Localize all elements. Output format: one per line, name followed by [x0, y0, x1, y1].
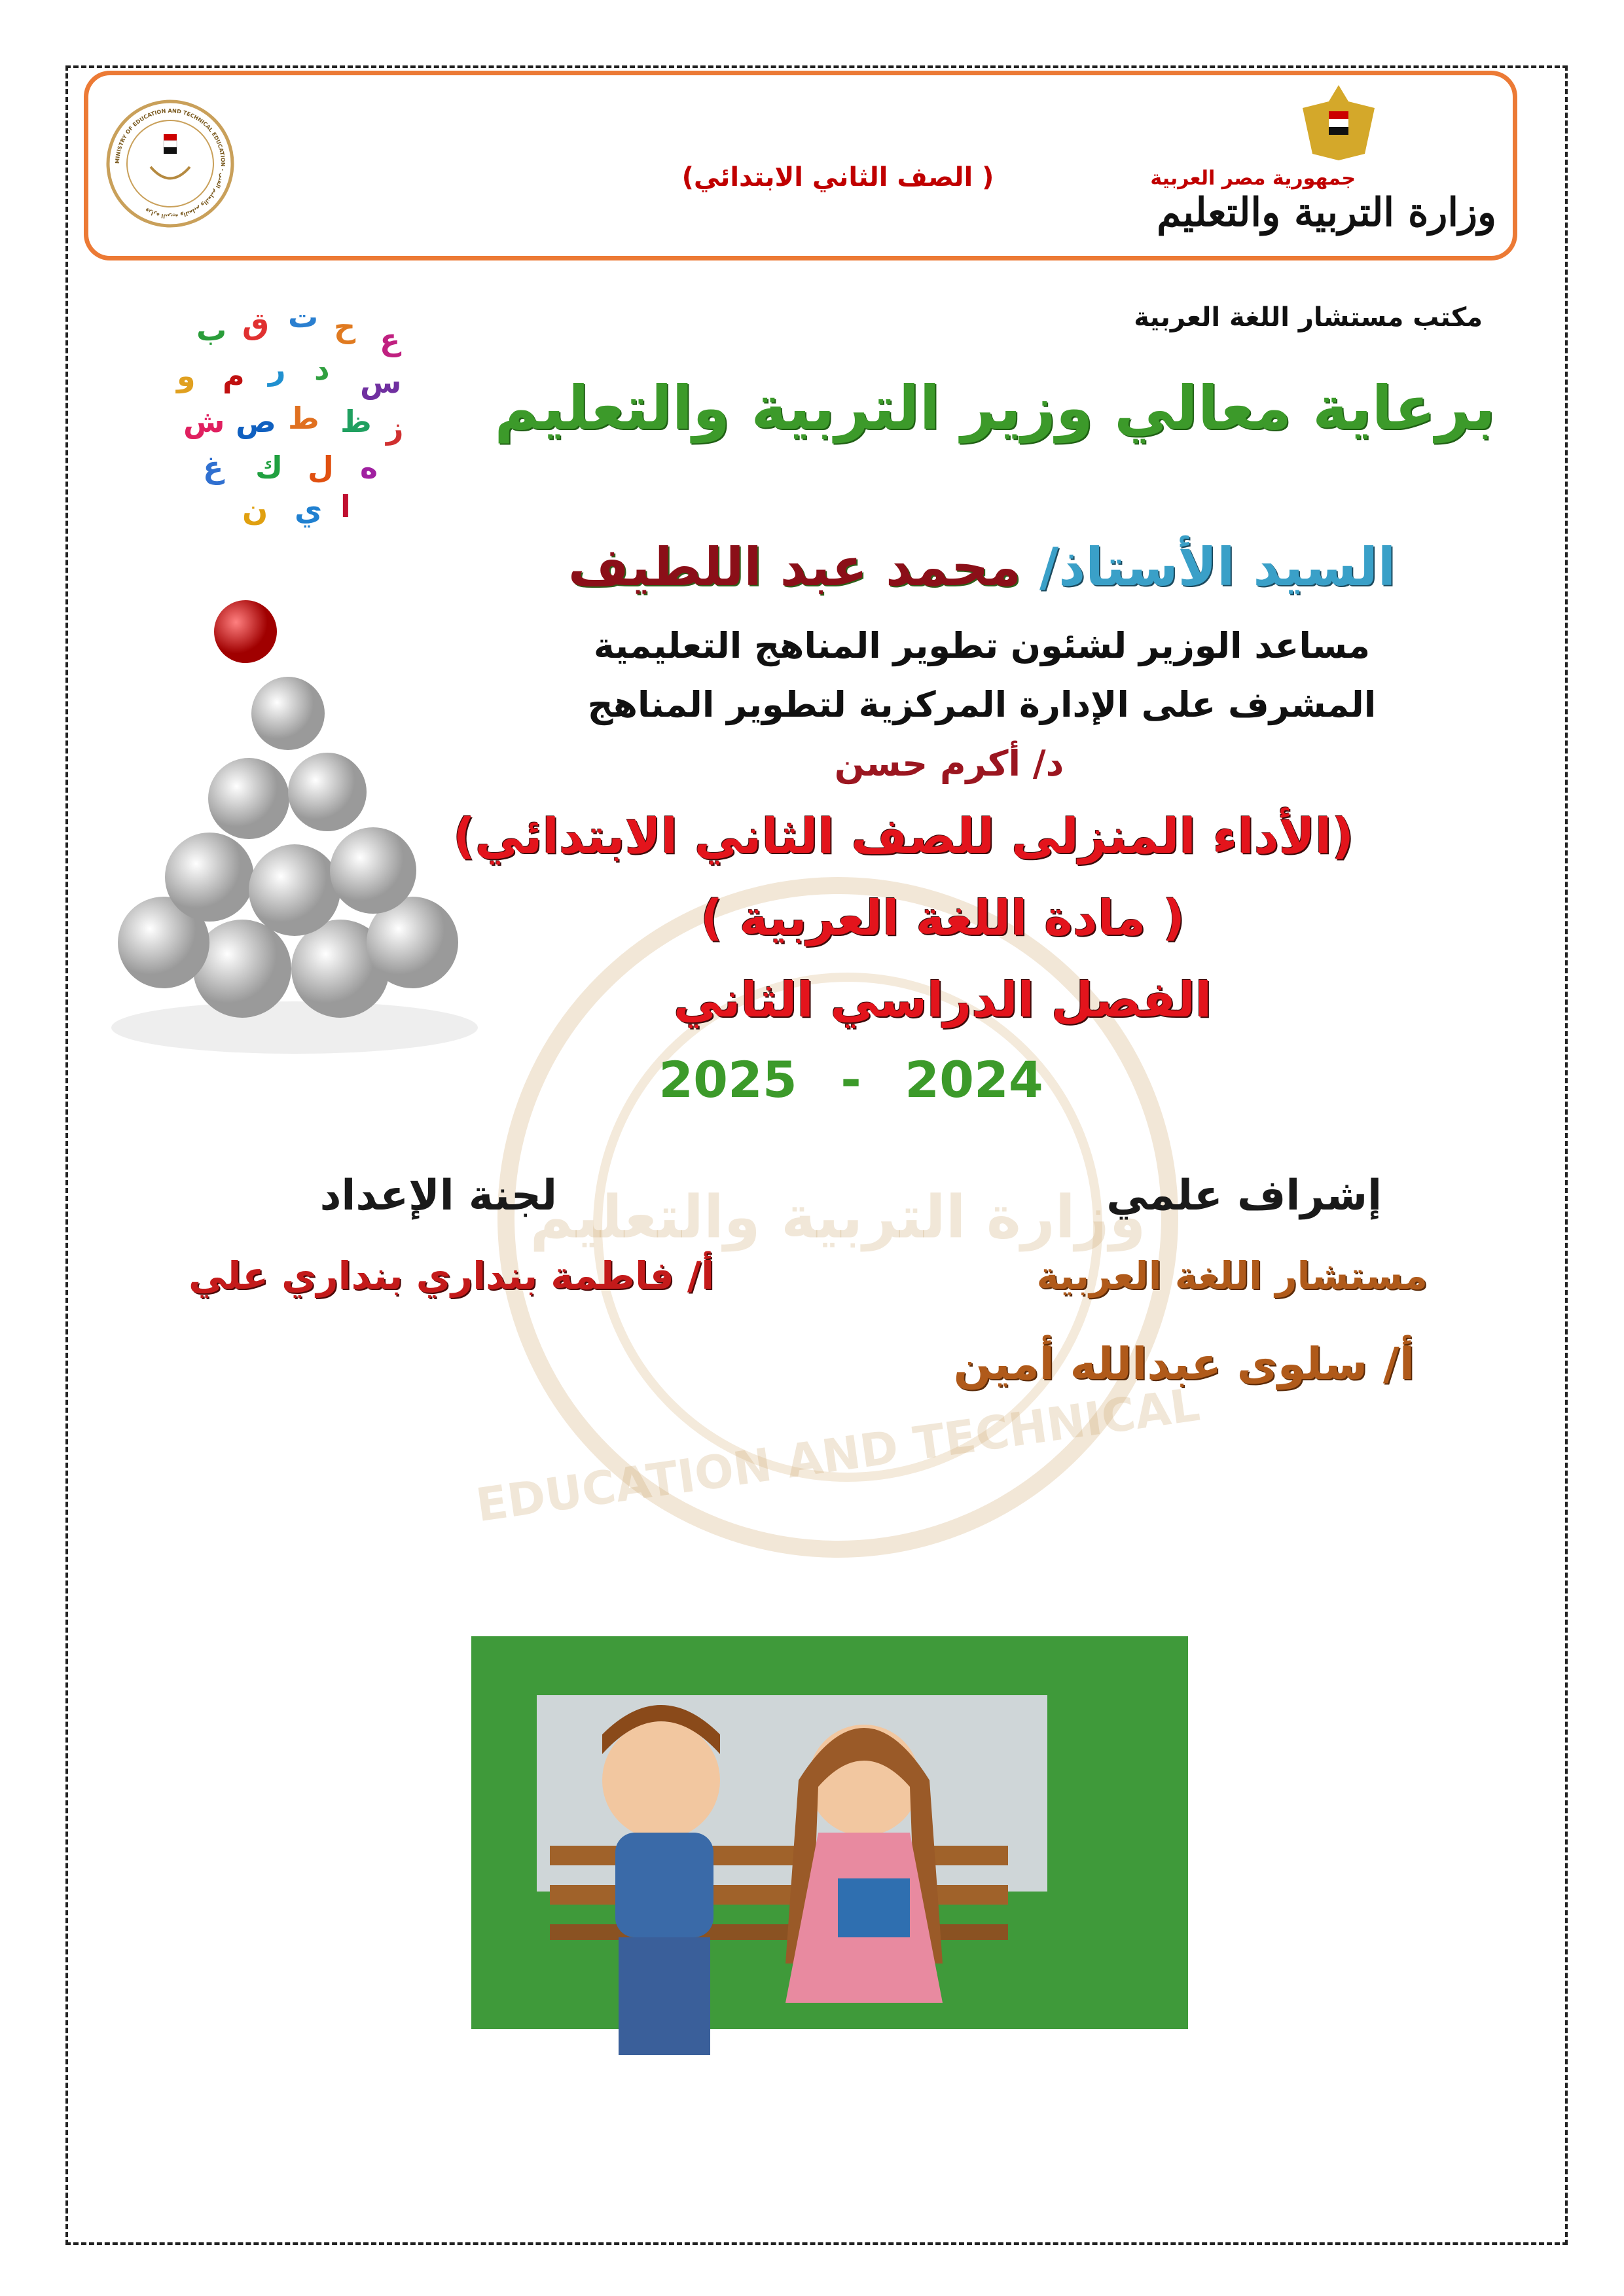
svg-text:ك: ك [255, 450, 283, 485]
office-label: مكتب مستشار اللغة العربية [1134, 302, 1483, 332]
svg-text:ط: ط [288, 401, 319, 436]
patron-line: برعاية معالي وزير التربية والتعليم [494, 373, 1496, 443]
egypt-eagle-emblem [1299, 82, 1378, 164]
svg-text:ق: ق [242, 306, 270, 341]
svg-text:ت: ت [288, 299, 319, 334]
svg-text:ي: ي [295, 492, 323, 528]
grade-label: ( الصف الثاني الابتدائي) [681, 162, 994, 192]
year-from: 2024 [905, 1050, 1043, 1109]
children-reading-illustration [471, 1636, 1188, 2081]
svg-text:ا: ا [340, 489, 351, 524]
svg-text:غ: غ [203, 450, 224, 485]
svg-text:ن: ن [242, 492, 268, 528]
svg-text:ع: ع [380, 322, 401, 357]
svg-text:م: م [223, 358, 245, 393]
name-value: محمد عبد اللطيف [568, 537, 1022, 598]
committee-member: أ/ فاطمة بنداري بنداري علي [188, 1253, 714, 1298]
svg-text:س: س [360, 365, 402, 400]
subject-title: ( مادة اللغة العربية ) [700, 890, 1185, 946]
arabic-letters-graphic [157, 288, 432, 537]
academic-years [659, 1050, 1043, 1109]
svg-text:ر: ر [268, 351, 286, 387]
svg-text:ل: ل [308, 450, 334, 485]
document-title: (الأداء المنزلى للصف الثاني الابتدائي) [452, 808, 1354, 865]
svg-text:ز: ز [386, 410, 404, 446]
term-title: الفصل الدراسي الثاني [673, 972, 1212, 1028]
ball-pyramid-image [98, 576, 484, 1067]
committee-label: لجنة الإعداد [319, 1172, 557, 1220]
seal-ring-textpath: MINISTRY OF EDUCATION AND TECHNICAL EDUCATION - وزارة التربية والتعليم والتعليم الفني [113, 107, 227, 221]
name-title: السيد الأستاذ/ [1039, 537, 1396, 598]
ministry-calligraphy-label: وزارة التربية والتعليم [1157, 190, 1496, 236]
republic-label: جمهورية مصر العربية [1150, 167, 1356, 190]
role-line-1: مساعد الوزير لشئون تطوير المناهج التعليمية [593, 625, 1371, 666]
supervisor-name: د/ أكرم حسن [834, 743, 1064, 784]
svg-text:ح: ح [334, 309, 356, 344]
year-separator: - [840, 1050, 861, 1109]
svg-text:و: و [177, 358, 196, 393]
svg-text:ب: ب [196, 312, 227, 348]
svg-text:ص: ص [236, 404, 276, 439]
ministry-seal-logo [105, 98, 236, 229]
supervisor-person: أ/ سلوى عبدالله أمين [953, 1338, 1415, 1390]
watermark-text: وزارة التربية والتعليم [530, 1183, 1146, 1252]
supervision-role: مستشار اللغة العربية [1036, 1253, 1428, 1298]
minister-assistant-name [568, 537, 1396, 598]
svg-text:ش: ش [183, 404, 225, 439]
scientific-supervision-label: إشراف علمي [1106, 1172, 1382, 1220]
role-line-2: المشرف على الإدارة المركزية لتطوير المناهج [587, 684, 1377, 725]
year-to: 2025 [659, 1050, 797, 1109]
svg-text:ظ: ظ [340, 404, 372, 439]
svg-text:ه: ه [360, 450, 378, 485]
watermark-english-text: EDUCATION AND TECHNICAL [473, 1377, 1203, 1533]
svg-text:د: د [314, 351, 330, 387]
